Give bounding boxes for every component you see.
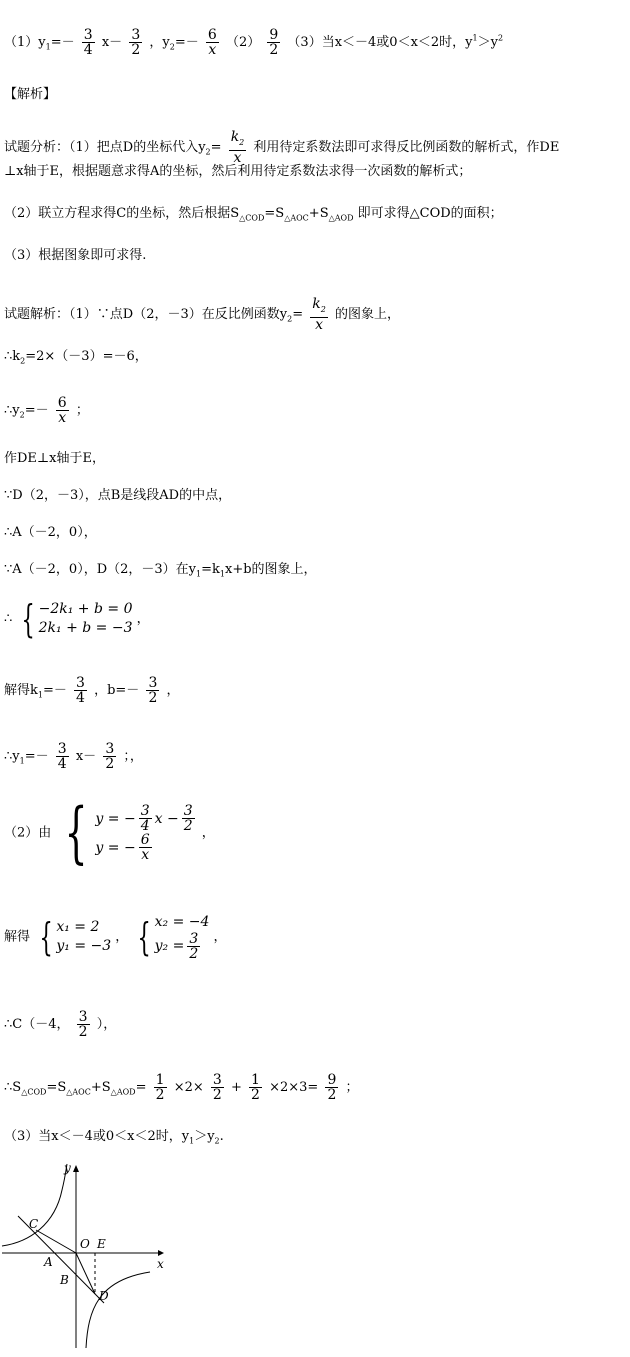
text: k xyxy=(312,296,321,312)
fraction-9-2 xyxy=(325,1073,338,1102)
denominator: 2 xyxy=(131,42,141,58)
text: . xyxy=(219,1129,224,1144)
fraction-1-2 xyxy=(154,1073,167,1102)
fraction-3-2 xyxy=(146,676,159,705)
numerator: 3 xyxy=(105,741,115,757)
label-B: B xyxy=(60,1273,69,1287)
segment-OC xyxy=(36,1230,76,1253)
label-D: D xyxy=(99,1289,109,1303)
text: y = − xyxy=(95,810,136,827)
text: =k xyxy=(201,562,220,577)
text: ， xyxy=(213,929,227,945)
numerator: 3 xyxy=(189,931,199,947)
denominator: x xyxy=(58,410,67,426)
text: ＞y xyxy=(477,35,498,50)
text: ，y xyxy=(149,35,170,50)
text: ； xyxy=(75,403,89,418)
subscript: △AOC xyxy=(284,213,309,223)
hyperbola-branch-upper-left xyxy=(2,1164,67,1246)
denominator: 4 xyxy=(57,756,67,772)
text: +S xyxy=(308,206,329,221)
solution-line-12 xyxy=(4,913,227,961)
numerator: 1 xyxy=(155,1072,165,1088)
text: 的图象上， xyxy=(334,306,400,322)
fraction-6-x xyxy=(206,28,219,57)
text: ∴y xyxy=(4,749,20,764)
x-axis-arrow-icon xyxy=(158,1250,164,1256)
text: x+b的图象上， xyxy=(224,562,317,577)
text: ， xyxy=(115,929,129,945)
text: 解得k xyxy=(4,683,38,698)
label-y: y xyxy=(64,1161,71,1175)
denominator: 2 xyxy=(78,1024,88,1040)
text: ＞y xyxy=(194,1129,215,1144)
solution-line-8 xyxy=(4,597,150,641)
system-row xyxy=(95,804,197,833)
text: k xyxy=(230,129,240,145)
subscript: 1 xyxy=(472,33,478,43)
text: =－ xyxy=(50,35,75,50)
numerator: 6 xyxy=(207,27,217,43)
text: ， xyxy=(136,611,150,627)
solution-line-4: 作DE⊥x轴于E， xyxy=(4,451,105,466)
denominator: 2 xyxy=(189,946,199,962)
analysis-line-3 xyxy=(4,205,503,228)
subscript: △AOC xyxy=(66,1087,91,1097)
fraction-3-2 xyxy=(182,804,195,833)
text: x − xyxy=(154,810,179,827)
solution-line-11 xyxy=(4,794,215,871)
subscript: 1 xyxy=(189,1136,195,1146)
text: ∵A（－2，0），D（2，－3）在y xyxy=(4,562,197,577)
system-rows xyxy=(56,918,111,956)
subscript: △COD xyxy=(239,213,265,223)
fraction-3-2 xyxy=(129,28,142,57)
text: =S xyxy=(46,1080,67,1095)
analysis-line-2: ⊥x轴于E，根据题意求得A的坐标，然后利用待定系数法求得一次函数的解析式； xyxy=(4,164,472,179)
numerator: 3 xyxy=(57,741,67,757)
subscript: △AOD xyxy=(328,213,354,223)
text: = xyxy=(292,306,304,322)
text: y₂ = xyxy=(154,938,185,954)
denominator: 4 xyxy=(140,818,150,834)
text: = xyxy=(135,1080,147,1095)
system-row: −2k₁ + b = 0 xyxy=(38,601,133,617)
denominator: 2 xyxy=(251,1087,260,1103)
system-rows xyxy=(155,913,210,961)
solution-line-5: ∵D（2，－3），点B是线段AD的中点， xyxy=(4,488,232,503)
text: y = − xyxy=(95,839,136,856)
numerator: 3 xyxy=(212,1072,222,1088)
y-axis-arrow-icon xyxy=(73,1165,79,1172)
text: ∴C（－4， xyxy=(4,1017,70,1032)
answer-part3-label: （3）当x＜－4或0＜x＜2时，y xyxy=(287,35,473,50)
text: 即可求得△COD的面积； xyxy=(357,206,503,221)
fraction-6-x xyxy=(56,396,69,425)
analysis-line-1 xyxy=(4,130,559,165)
denominator: 4 xyxy=(83,42,93,58)
system-row: x₂ = −4 xyxy=(154,914,210,930)
text: =－ xyxy=(42,683,67,698)
solution-line-7 xyxy=(4,561,317,584)
label-E: E xyxy=(97,1237,106,1251)
label-x: x xyxy=(157,1257,164,1271)
fraction-3-2 xyxy=(211,1073,224,1102)
equation-system-3 xyxy=(34,915,112,959)
solution-line-13 xyxy=(4,1010,116,1039)
text: ∴k xyxy=(4,349,21,364)
numerator: 6 xyxy=(140,832,150,848)
denominator: 2 xyxy=(269,42,279,58)
fraction-3-4 xyxy=(74,676,87,705)
system-row xyxy=(95,833,197,862)
equation-system-2 xyxy=(55,794,197,871)
denominator: 2 xyxy=(327,1087,337,1103)
numerator: 3 xyxy=(183,803,193,819)
subscript: 1 xyxy=(196,569,202,579)
subscript: 2 xyxy=(239,137,245,147)
numerator xyxy=(310,297,328,318)
numerator: 9 xyxy=(269,27,279,43)
numerator: 3 xyxy=(131,27,141,43)
text: =－ xyxy=(24,403,49,418)
numerator: 3 xyxy=(76,675,85,691)
fraction-3-4 xyxy=(56,742,69,771)
text: 试题解析：（1）∵点D（2，－3）在反比例函数y xyxy=(4,306,288,322)
fraction-3-4 xyxy=(139,804,152,833)
numerator: 1 xyxy=(251,1072,260,1088)
text: =S xyxy=(264,206,285,221)
system-rows xyxy=(95,804,197,862)
numerator: 9 xyxy=(327,1072,337,1088)
solution-line-9 xyxy=(4,676,180,705)
text: =2×（－3）=－6， xyxy=(25,349,148,364)
text: ）， xyxy=(96,1017,117,1032)
brace-icon: { xyxy=(39,915,53,959)
subscript: 1 xyxy=(219,569,225,579)
text: ；， xyxy=(123,749,143,764)
text: ×2×3= xyxy=(269,1080,319,1095)
subscript: 2 xyxy=(169,42,175,52)
fraction-9-2 xyxy=(267,28,280,57)
label-O: O xyxy=(80,1237,90,1251)
subscript: △COD xyxy=(21,1087,47,1097)
subscript: 2 xyxy=(214,1136,220,1146)
fraction-k2-x xyxy=(310,297,328,332)
subscript: △AOD xyxy=(110,1087,136,1097)
text: ； xyxy=(345,1080,359,1095)
subscript: 2 xyxy=(497,33,504,43)
denominator: 4 xyxy=(76,690,85,706)
function-graph xyxy=(0,1160,180,1352)
system-row: 2k₁ + b = −3 xyxy=(38,620,133,636)
subscript: 1 xyxy=(19,756,25,766)
solution-line-3 xyxy=(4,396,89,425)
subscript: 2 xyxy=(205,147,211,157)
solution-line-14 xyxy=(4,1073,359,1102)
denominator: 2 xyxy=(212,1087,222,1103)
subscript: 2 xyxy=(320,304,326,314)
subscript: 1 xyxy=(45,42,51,52)
denominator: x xyxy=(141,847,150,863)
denominator: x xyxy=(315,316,323,333)
text: 试题分析：（1）把点D的坐标代入y xyxy=(4,139,206,155)
numerator: 3 xyxy=(83,27,93,43)
text: x－ xyxy=(75,749,97,764)
fraction-3-2 xyxy=(187,932,200,961)
text: （2）联立方程求得C的坐标，然后根据S xyxy=(4,206,240,221)
system-row: y₁ = −3 xyxy=(56,938,112,954)
text: =－ xyxy=(174,35,199,50)
fraction-3-2 xyxy=(103,742,116,771)
analysis-line-4: （3）根据图象即可求得. xyxy=(4,248,147,263)
text: ，b=－ xyxy=(94,683,140,698)
system-rows xyxy=(39,600,133,638)
text: ， xyxy=(166,683,180,698)
subscript: 2 xyxy=(19,410,25,420)
subscript: 2 xyxy=(287,314,293,324)
text: =－ xyxy=(24,749,49,764)
answer-line xyxy=(4,28,503,57)
solution-line-1 xyxy=(4,297,400,332)
numerator: 3 xyxy=(148,675,158,691)
fraction-k2-x xyxy=(229,130,247,165)
text: = xyxy=(210,139,222,155)
brace-icon: { xyxy=(137,915,152,959)
denominator: x xyxy=(233,149,242,166)
text: ， xyxy=(201,825,215,841)
text: ×2× xyxy=(173,1080,204,1095)
label-C: C xyxy=(29,1217,39,1231)
text: ∴y xyxy=(4,403,20,418)
text: ∴ xyxy=(4,611,13,627)
system-row: x₁ = 2 xyxy=(56,919,100,935)
segment-OD xyxy=(76,1253,95,1294)
text: （3）当x＜－4或0＜x＜2时，y xyxy=(4,1129,190,1144)
solution-line-6: ∴A（－2，0）， xyxy=(4,525,97,540)
denominator: 2 xyxy=(155,1087,165,1103)
label-A: A xyxy=(44,1255,53,1269)
solution-line-10 xyxy=(4,742,143,771)
fraction-6-x xyxy=(139,833,152,862)
subscript: 1 xyxy=(37,690,43,700)
fraction-3-4 xyxy=(82,28,95,57)
denominator: x xyxy=(208,42,217,58)
text: +S xyxy=(90,1080,111,1095)
solution-line-2 xyxy=(4,348,148,371)
fraction-1-2 xyxy=(249,1073,262,1102)
text: 解得 xyxy=(4,929,31,945)
answer-part2-label: （2） xyxy=(225,35,261,50)
denominator: 2 xyxy=(183,818,193,834)
numerator: 3 xyxy=(78,1009,88,1025)
denominator: 2 xyxy=(105,756,115,772)
text: 利用待定系数法即可求得反比例函数的解析式，作DE xyxy=(253,139,560,155)
text: x－ xyxy=(101,35,123,50)
equation-system-4 xyxy=(132,913,209,961)
system-row xyxy=(155,932,210,961)
text: （2）由 xyxy=(4,825,52,841)
numerator xyxy=(229,130,247,151)
answer-part1-label: （1）y xyxy=(4,35,46,50)
text: + xyxy=(230,1080,242,1095)
section-heading: 【解析】 xyxy=(4,87,57,102)
numerator: 6 xyxy=(57,395,67,411)
subscript: 2 xyxy=(20,356,26,366)
hyperbola-branch-lower-right xyxy=(86,1272,150,1348)
denominator: 2 xyxy=(148,690,158,706)
numerator: 3 xyxy=(140,803,150,819)
equation-system-1 xyxy=(16,597,133,641)
fraction-3-2 xyxy=(77,1010,90,1039)
brace-icon: { xyxy=(21,597,36,641)
brace-icon: { xyxy=(64,794,88,871)
solution-line-15 xyxy=(4,1128,224,1151)
text: ∴S xyxy=(4,1080,22,1095)
